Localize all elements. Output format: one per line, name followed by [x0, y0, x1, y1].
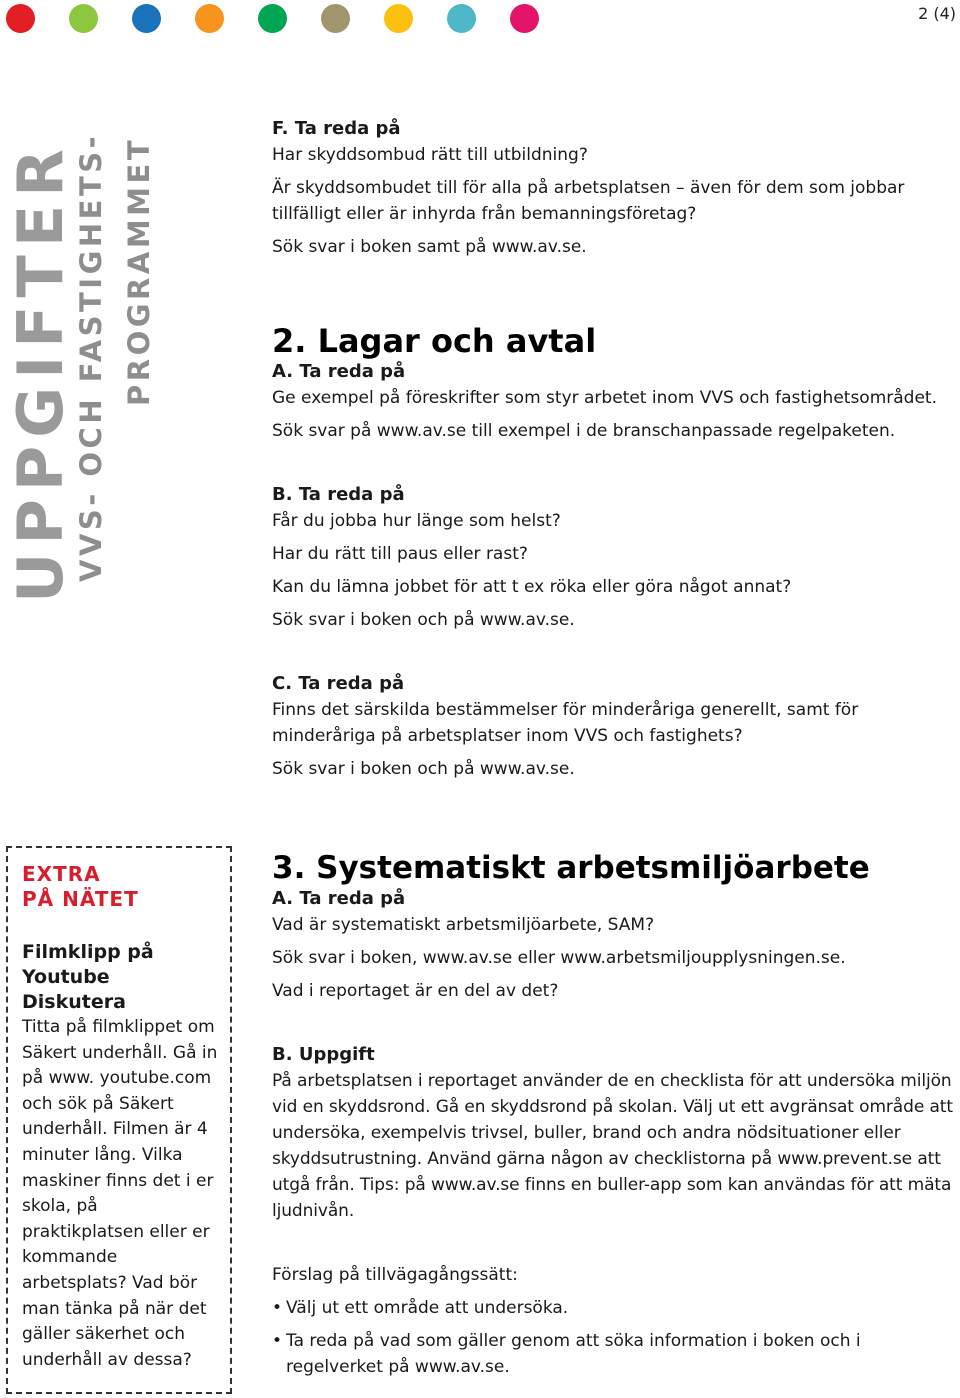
section-3a-heading: A. Ta reda på	[272, 888, 406, 909]
color-dot	[6, 4, 35, 33]
extra-label-line2: PÅ NÄTET	[22, 887, 139, 911]
suggestion-list	[272, 1295, 960, 1380]
sidebox-subtitle: Diskutera	[22, 991, 126, 1013]
section-f-line: Sök svar i boken samt på www.av.se.	[272, 237, 587, 257]
section-3	[272, 850, 960, 1387]
section-f	[272, 116, 960, 260]
vertical-title-uppgifter: UPPGIFTER	[4, 141, 77, 603]
section-3b-heading: B. Uppgift	[272, 1044, 375, 1065]
section-3b-suggestion-label: Förslag på tillvägagångssätt:	[272, 1265, 518, 1285]
section-2a-heading: A. Ta reda på	[272, 361, 406, 382]
color-dot	[195, 4, 224, 33]
color-dot	[132, 4, 161, 33]
section-2b-line: Får du jobba hur länge som helst?	[272, 511, 561, 531]
color-dot	[510, 4, 539, 33]
list-item: • Välj ut ett område att undersöka.	[272, 1295, 960, 1321]
section-2b-heading: B. Ta reda på	[272, 484, 405, 505]
color-dot	[384, 4, 413, 33]
section-2b-line: Kan du lämna jobbet för att t ex röka eller göra något annat?	[272, 577, 792, 597]
color-dot	[258, 4, 287, 33]
sidebox-body: Titta på filmklippet om Säkert underhåll. Gå in på www. youtube.com och sök på Säkert underhåll. Filmen är 4 minuter lång. Vilka maskiner finns det i er skola, på praktikplatsen eller er kommande arbetsplats? Vad bör man tänka på när det gäller säkerhet och underhåll av dessa?	[22, 1017, 218, 1370]
extra-label: EXTRA	[22, 862, 101, 886]
section-3a-line: Vad är systematiskt arbetsmiljöarbete, SAM?	[272, 915, 655, 935]
section-2b-line: Sök svar i boken och på www.av.se.	[272, 610, 575, 630]
section-f-heading: F. Ta reda på	[272, 118, 401, 139]
section-2a-line: Ge exempel på föreskrifter som styr arbetet inom VVS och fastighetsområdet.	[272, 388, 937, 408]
section-2	[272, 323, 960, 782]
section-2c-heading: C. Ta reda på	[272, 673, 405, 694]
section-3-title: 3. Systematiskt arbetsmiljöarbete	[272, 850, 870, 886]
section-3b-paragraph: På arbetsplatsen i reportaget använder de en checklista för att undersöka miljön vid en skyddsrond. Gå en skyddsrond på skolan. Välj ut ett avgränsat område att undersöka, exempelvis trivsel, buller, brand och andra nödsituationer eller skyddsutrustning. Använd gärna någon av checklistorna på www.prevent.se att utgå från. Tips: på www.av.se finns en buller-app som kan användas för att mäta ljudnivån.	[272, 1071, 953, 1221]
vertical-title-program-line1: VVS- OCH FASTIGHETS-	[74, 132, 108, 582]
sidebox-title: Filmklipp på Youtube	[22, 941, 154, 988]
list-item: • Ta reda på vad som gäller genom att söka information i boken och i regelverket på www.av.se.	[272, 1328, 886, 1380]
section-2-title: 2. Lagar och avtal	[272, 322, 597, 360]
section-3a-line: Vad i reportaget är en del av det?	[272, 981, 559, 1001]
section-2c-line: Finns det särskilda bestämmelser för minderåriga generellt, samt för minderåriga på arbetsplatser inom VVS och fastighets?	[272, 700, 859, 746]
page-number: 2 (4)	[918, 4, 956, 23]
section-3a-line: Sök svar i boken, www.av.se eller www.arbetsmiljoupplysningen.se.	[272, 948, 846, 968]
color-dot	[321, 4, 350, 33]
color-dot	[447, 4, 476, 33]
section-2a-line: Sök svar på www.av.se till exempel i de branschanpassade regelpaketen.	[272, 421, 896, 441]
section-2c-line: Sök svar i boken och på www.av.se.	[272, 759, 575, 779]
vertical-title-program-line2: PROGRAMMET	[122, 136, 156, 406]
color-dot	[69, 4, 98, 33]
section-2b-line: Har du rätt till paus eller rast?	[272, 544, 528, 564]
section-f-line: Har skyddsombud rätt till utbildning?	[272, 145, 588, 165]
extra-online-box	[6, 846, 232, 1394]
section-f-line: Är skyddsombudet till för alla på arbetsplatsen – även för dem som jobbar tillfälligt eller är inhyrda från bemanningsföretag?	[272, 178, 905, 224]
